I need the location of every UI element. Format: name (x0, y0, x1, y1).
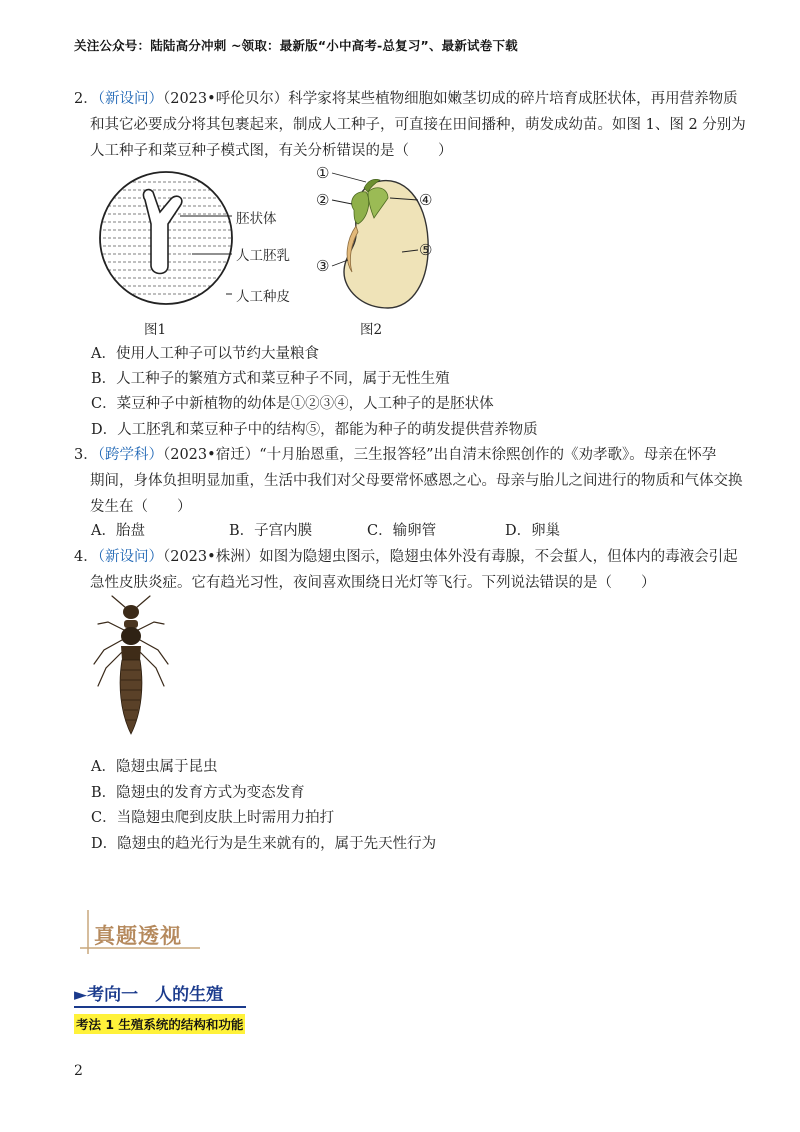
question-tag: （跨学科） (97, 447, 163, 463)
question-2-line-1 (74, 86, 738, 112)
question-3-line-3: 发生在（ ） (90, 499, 192, 515)
beetle-neck (124, 620, 138, 628)
q2-option-c: C．菜豆种子中新植物的幼体是①②③④，人工种子的是胚状体 (91, 396, 494, 412)
q3-option-d: D．卵巢 (505, 523, 561, 539)
q3-option-c: C．输卵管 (367, 523, 437, 539)
page-header: 关注公众号：陆陆高分冲刺 ~领取：最新版“小中高考-总复习”、最新试卷下载 (74, 38, 518, 53)
question-3-line-1 (74, 442, 734, 468)
q3-options (91, 519, 651, 540)
fig1-caption: 图1 (144, 322, 167, 338)
fig2-label-2: ② (316, 191, 330, 209)
fig2-caption: 图2 (360, 322, 383, 338)
fig1-label-embryoid: 胚状体 (236, 211, 277, 227)
question-2 (74, 86, 746, 164)
section-title-block (80, 908, 210, 956)
beetle-head (123, 605, 139, 619)
q3-option-b: B．子宫内膜 (229, 523, 313, 539)
kaoxiang-heading: ►考向一 人的生殖 (74, 980, 246, 1008)
q2-option-a: A．使用人工种子可以节约大量粮食 (91, 346, 319, 362)
question-text: （2023•宿迁）“十月胎恩重，三生报答轻”出自清末徐熙创作的《劝孝歌》。母亲在怀孕 (162, 447, 717, 463)
rove-beetle-image (88, 594, 178, 744)
beetle-thorax (121, 627, 141, 645)
q4-option-c: C．当隐翅虫爬到皮肤上时需用力拍打 (91, 810, 335, 826)
question-number: 4． (74, 549, 98, 565)
q4-option-a: A．隐翅虫属于昆虫 (91, 759, 218, 775)
question-text: （2023•株洲）如图为隐翅虫图示，隐翅虫体外没有毒腺，不会蜇人，但体内的毒液会引起 (162, 549, 738, 565)
fig1-label-seed-coat: 人工种皮 (236, 289, 290, 305)
fig2-label-1: ① (316, 164, 330, 182)
kaofa-heading: 考法 1 生殖系统的结构和功能 (74, 1014, 245, 1034)
fig1-label-endosperm: 人工胚乳 (236, 248, 290, 264)
q2-option-b: B．人工种子的繁殖方式和菜豆种子不同，属于无性生殖 (91, 371, 450, 387)
question-number: 3． (74, 447, 98, 463)
beetle-elytra (121, 646, 141, 660)
question-text: （2023•呼伦贝尔）科学家将某些植物细胞如嫩茎切成的碎片培育成胚状体，再用营养物质 (162, 91, 738, 107)
question-2-line-3: 人工种子和菜豆种子模式图，有关分析错误的是（ ） (90, 143, 453, 159)
question-4 (74, 544, 738, 596)
question-4-line-1 (74, 544, 738, 570)
question-tag: （新设问） (97, 549, 163, 565)
q2-option-d: D．人工胚乳和菜豆种子中的结构⑤，都能为种子的萌发提供营养物质 (91, 422, 538, 438)
page-number: 2 (74, 1063, 83, 1079)
figure-2-bean-seed (318, 160, 443, 320)
question-number: 2． (74, 91, 98, 107)
q3-option-a: A．胎盘 (91, 523, 145, 539)
question-3-line-2: 期间，身体负担明显加重，生活中我们对父母要常怀感恩之心。母亲与胎儿之间进行的物质和气体交换 (90, 473, 743, 489)
question-tag: （新设问） (97, 91, 163, 107)
fig2-label-5: ⑤ (419, 241, 433, 259)
beetle-abdomen (120, 660, 142, 734)
fig2-label-4: ④ (419, 191, 433, 209)
question-2-line-2: 和其它必要成分将其包裹起来，制成人工种子，可直接在田间播种，萌发成幼苗。如图 1、图 2 分别为 (90, 117, 746, 133)
q4-option-b: B．隐翅虫的发育方式为变态发育 (91, 785, 305, 801)
embryoid-shape (143, 190, 181, 274)
question-4-line-2: 急性皮肤炎症。它有趋光习性，夜间喜欢围绕日光灯等飞行。下列说法错误的是（ ） (90, 575, 656, 591)
fig2-label-3: ③ (316, 257, 330, 275)
question-3 (74, 442, 743, 520)
q4-option-d: D．隐翅虫的趋光行为是生来就有的，属于先天性行为 (91, 836, 437, 852)
section-title: 真题透视 (94, 924, 182, 948)
